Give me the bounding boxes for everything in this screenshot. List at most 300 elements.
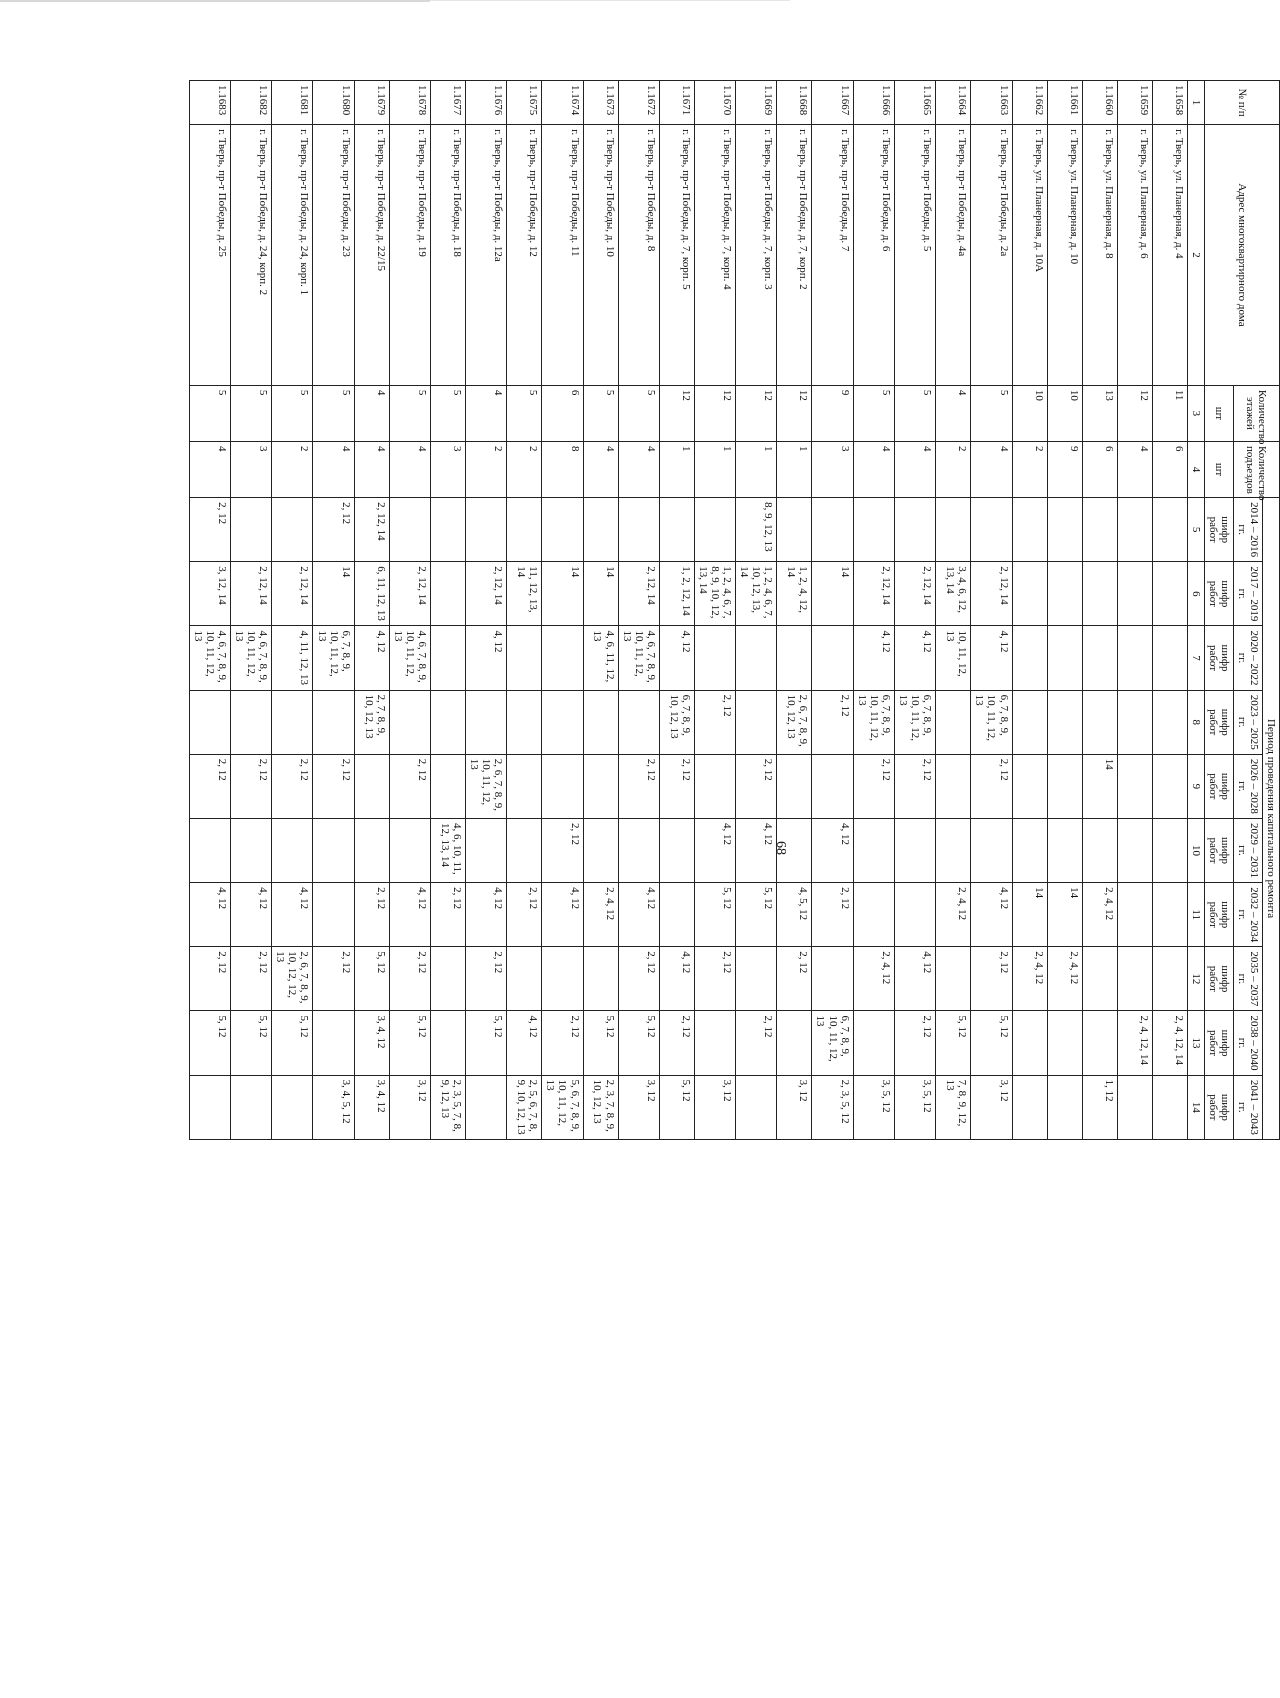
row-floors: 12 bbox=[659, 385, 694, 441]
row-work-codes bbox=[507, 690, 542, 754]
row-entrances: 4 bbox=[313, 441, 354, 497]
row-work-codes: 5, 12 bbox=[694, 883, 735, 947]
row-entrances: 3 bbox=[431, 441, 466, 497]
row-floors: 5 bbox=[272, 385, 313, 441]
row-work-codes bbox=[583, 754, 618, 818]
row-work-codes bbox=[466, 818, 507, 882]
row-work-codes bbox=[853, 498, 894, 562]
header-column-number: 13 bbox=[1187, 1011, 1204, 1075]
row-work-codes: 2, 4, 12, 14 bbox=[1152, 1011, 1187, 1075]
row-work-codes: 2, 12 bbox=[313, 947, 354, 1011]
header-work-code: шифр работ bbox=[1204, 562, 1233, 626]
row-work-codes bbox=[1117, 690, 1152, 754]
row-work-codes bbox=[777, 818, 812, 882]
row-work-codes bbox=[894, 818, 935, 882]
row-work-codes bbox=[618, 690, 659, 754]
row-work-codes: 2, 3, 5, 12 bbox=[812, 1075, 853, 1139]
row-work-codes bbox=[1047, 1075, 1082, 1139]
row-work-codes: 2, 4, 12 bbox=[936, 883, 971, 947]
row-work-codes bbox=[694, 1011, 735, 1075]
row-work-codes bbox=[1152, 754, 1187, 818]
header-column-number: 3 bbox=[1187, 385, 1204, 441]
row-floors: 10 bbox=[1012, 385, 1047, 441]
row-work-codes: 8, 9, 12, 13 bbox=[736, 498, 777, 562]
row-address: г. Тверь, пр-т Победы, д. 18 bbox=[431, 125, 466, 386]
row-work-codes bbox=[313, 883, 354, 947]
header-column-number: 10 bbox=[1187, 818, 1204, 882]
row-entrances: 1 bbox=[694, 441, 735, 497]
row-work-codes bbox=[812, 626, 853, 690]
row-work-codes: 4, 12 bbox=[542, 883, 583, 947]
row-work-codes bbox=[583, 818, 618, 882]
row-work-codes bbox=[812, 498, 853, 562]
row-work-codes: 5, 12 bbox=[583, 1011, 618, 1075]
table-row bbox=[1117, 81, 1152, 1140]
row-entrances: 2 bbox=[1012, 441, 1047, 497]
row-work-codes: 2, 4, 12, 14 bbox=[1117, 1011, 1152, 1075]
row-floors: 11 bbox=[1152, 385, 1187, 441]
row-num: 1.1680 bbox=[313, 81, 354, 125]
row-work-codes bbox=[1047, 498, 1082, 562]
row-work-codes bbox=[1047, 626, 1082, 690]
row-work-codes: 4, 12 bbox=[694, 818, 735, 882]
row-work-codes bbox=[431, 626, 466, 690]
row-work-codes: 4, 6, 7, 8, 9, 10, 11, 12, 13 bbox=[618, 626, 659, 690]
header-column-number: 4 bbox=[1187, 441, 1204, 497]
row-work-codes: 2, 12, 14 bbox=[618, 562, 659, 626]
row-work-codes bbox=[1152, 883, 1187, 947]
row-floors: 12 bbox=[777, 385, 812, 441]
row-work-codes: 5, 12 bbox=[230, 1011, 271, 1075]
row-entrances: 2 bbox=[936, 441, 971, 497]
row-entrances: 2 bbox=[466, 441, 507, 497]
row-address: г. Тверь, пр-т Победы, д. 5 bbox=[894, 125, 935, 386]
row-num: 1.1668 bbox=[777, 81, 812, 125]
row-work-codes: 5, 6, 7, 8, 9, 10, 11, 12, 13 bbox=[542, 1075, 583, 1139]
row-work-codes bbox=[1047, 1011, 1082, 1075]
row-floors: 12 bbox=[1117, 385, 1152, 441]
row-work-codes bbox=[1152, 818, 1187, 882]
row-floors: 4 bbox=[354, 385, 389, 441]
row-work-codes: 2, 12, 14 bbox=[389, 562, 430, 626]
header-column-number: 2 bbox=[1187, 125, 1204, 386]
row-work-codes: 6, 7, 8, 9, 10, 11, 12, 13 bbox=[812, 1011, 853, 1075]
row-work-codes: 4, 12 bbox=[507, 1011, 542, 1075]
row-work-codes: 4, 12 bbox=[659, 947, 694, 1011]
row-num: 1.1679 bbox=[354, 81, 389, 125]
row-work-codes bbox=[1152, 626, 1187, 690]
header-period-year: 2032 – 2034 гг. bbox=[1233, 883, 1262, 947]
row-work-codes: 3, 4, 5, 12 bbox=[313, 1075, 354, 1139]
row-work-codes bbox=[507, 498, 542, 562]
row-work-codes: 2, 12 bbox=[694, 947, 735, 1011]
row-floors: 12 bbox=[736, 385, 777, 441]
row-work-codes: 2, 12 bbox=[812, 883, 853, 947]
row-work-codes bbox=[1082, 1011, 1117, 1075]
scan-edge bbox=[0, 0, 430, 2]
row-entrances: 8 bbox=[542, 441, 583, 497]
capital-repair-table bbox=[189, 80, 1280, 1140]
header-column-numbers bbox=[1187, 81, 1204, 1140]
row-num: 1.1671 bbox=[659, 81, 694, 125]
row-floors: 5 bbox=[431, 385, 466, 441]
header-work-code: шифр работ bbox=[1204, 626, 1233, 690]
row-num: 1.1675 bbox=[507, 81, 542, 125]
table-row bbox=[189, 81, 230, 1140]
row-work-codes bbox=[230, 690, 271, 754]
row-num: 1.1674 bbox=[542, 81, 583, 125]
row-entrances: 4 bbox=[618, 441, 659, 497]
row-work-codes bbox=[971, 498, 1012, 562]
row-entrances: 3 bbox=[230, 441, 271, 497]
row-entrances: 1 bbox=[659, 441, 694, 497]
row-work-codes: 2, 12 bbox=[618, 754, 659, 818]
row-address: г. Тверь, ул. Планерная, д. 8 bbox=[1082, 125, 1117, 386]
row-work-codes: 1, 2, 4, 6, 7, 8, 9, 10, 12, 13, 14 bbox=[694, 562, 735, 626]
row-work-codes: 3, 4, 12 bbox=[354, 1075, 389, 1139]
row-entrances: 4 bbox=[389, 441, 430, 497]
row-work-codes bbox=[659, 883, 694, 947]
row-work-codes: 4, 11, 12, 13 bbox=[272, 626, 313, 690]
row-work-codes: 14 bbox=[313, 562, 354, 626]
row-work-codes: 4, 6, 7, 8, 9, 10, 11, 12, 13 bbox=[230, 626, 271, 690]
row-work-codes: 2, 12 bbox=[542, 818, 583, 882]
table-row bbox=[466, 81, 507, 1140]
rotated-table-wrapper bbox=[180, 80, 1280, 1140]
row-floors: 10 bbox=[1047, 385, 1082, 441]
row-work-codes: 4, 12 bbox=[812, 818, 853, 882]
row-work-codes: 2, 12 bbox=[812, 690, 853, 754]
row-floors: 5 bbox=[313, 385, 354, 441]
row-work-codes bbox=[583, 690, 618, 754]
row-floors: 5 bbox=[189, 385, 230, 441]
row-entrances: 4 bbox=[971, 441, 1012, 497]
header-column-number: 11 bbox=[1187, 883, 1204, 947]
row-work-codes bbox=[1012, 626, 1047, 690]
row-work-codes bbox=[894, 498, 935, 562]
row-work-codes bbox=[894, 883, 935, 947]
row-work-codes: 4, 12 bbox=[894, 947, 935, 1011]
row-entrances: 1 bbox=[736, 441, 777, 497]
row-work-codes: 5, 12 bbox=[736, 883, 777, 947]
row-work-codes: 14 bbox=[1047, 883, 1082, 947]
row-work-codes: 3, 4, 12 bbox=[354, 1011, 389, 1075]
row-work-codes bbox=[694, 498, 735, 562]
header-num: № п/п bbox=[1204, 81, 1279, 125]
row-floors: 5 bbox=[894, 385, 935, 441]
row-work-codes: 5, 12 bbox=[936, 1011, 971, 1075]
row-work-codes: 4, 12 bbox=[853, 626, 894, 690]
row-work-codes bbox=[431, 1011, 466, 1075]
row-work-codes: 6, 7, 8, 9, 10, 11, 12, 13 bbox=[313, 626, 354, 690]
row-work-codes: 6, 7, 8, 9, 10, 12, 13 bbox=[659, 690, 694, 754]
row-work-codes: 4, 12 bbox=[466, 883, 507, 947]
header-unit-entrances: шт bbox=[1204, 441, 1233, 497]
row-entrances: 4 bbox=[189, 441, 230, 497]
row-floors: 5 bbox=[583, 385, 618, 441]
row-work-codes: 5, 12 bbox=[354, 947, 389, 1011]
row-work-codes bbox=[466, 498, 507, 562]
row-address: г. Тверь, пр-т Победы, д. 7, корп. 2 bbox=[777, 125, 812, 386]
row-work-codes bbox=[542, 498, 583, 562]
row-work-codes: 2, 12, 14 bbox=[853, 562, 894, 626]
header-column-number: 12 bbox=[1187, 947, 1204, 1011]
row-work-codes: 5, 12 bbox=[189, 1011, 230, 1075]
row-work-codes bbox=[618, 498, 659, 562]
row-work-codes bbox=[189, 1075, 230, 1139]
row-work-codes: 2, 12 bbox=[659, 754, 694, 818]
row-floors: 4 bbox=[936, 385, 971, 441]
row-entrances: 1 bbox=[777, 441, 812, 497]
row-floors: 9 bbox=[812, 385, 853, 441]
table-body bbox=[189, 81, 1187, 1140]
row-floors: 12 bbox=[694, 385, 735, 441]
row-work-codes: 2, 12 bbox=[313, 754, 354, 818]
row-work-codes bbox=[542, 754, 583, 818]
row-work-codes bbox=[389, 818, 430, 882]
row-work-codes: 1, 2, 4, 6, 7, 10, 12, 13, 14 bbox=[736, 562, 777, 626]
row-entrances: 4 bbox=[853, 441, 894, 497]
row-work-codes: 2, 12, 14 bbox=[466, 562, 507, 626]
row-work-codes bbox=[431, 947, 466, 1011]
row-address: г. Тверь, ул. Планерная, д. 4 bbox=[1152, 125, 1187, 386]
row-work-codes: 4, 12 bbox=[389, 883, 430, 947]
row-work-codes: 2, 6, 7, 8, 9, 10, 11, 12, 13 bbox=[466, 754, 507, 818]
row-work-codes: 2, 4, 12 bbox=[1082, 883, 1117, 947]
row-entrances: 2 bbox=[507, 441, 542, 497]
row-work-codes: 3, 12 bbox=[971, 1075, 1012, 1139]
row-work-codes: 14 bbox=[1012, 883, 1047, 947]
row-work-codes: 5, 12 bbox=[659, 1075, 694, 1139]
row-work-codes: 2, 12 bbox=[389, 947, 430, 1011]
row-work-codes: 4, 12 bbox=[659, 626, 694, 690]
header-entrances: Количество подъездов bbox=[1233, 441, 1279, 497]
header-column-number: 6 bbox=[1187, 562, 1204, 626]
row-work-codes bbox=[777, 754, 812, 818]
row-work-codes bbox=[1082, 818, 1117, 882]
row-entrances: 4 bbox=[894, 441, 935, 497]
row-work-codes bbox=[936, 498, 971, 562]
row-work-codes: 2, 4, 12 bbox=[583, 883, 618, 947]
row-work-codes bbox=[313, 1011, 354, 1075]
table-row bbox=[507, 81, 542, 1140]
row-work-codes bbox=[1117, 947, 1152, 1011]
header-column-number: 8 bbox=[1187, 690, 1204, 754]
row-work-codes: 4, 12 bbox=[354, 626, 389, 690]
row-work-codes bbox=[189, 818, 230, 882]
row-work-codes: 11, 12, 13, 14 bbox=[507, 562, 542, 626]
row-work-codes bbox=[583, 947, 618, 1011]
row-work-codes: 4, 6, 11, 12, 13 bbox=[583, 626, 618, 690]
row-work-codes: 2, 12 bbox=[694, 690, 735, 754]
row-num: 1.1659 bbox=[1117, 81, 1152, 125]
row-work-codes bbox=[389, 690, 430, 754]
row-work-codes bbox=[1012, 1011, 1047, 1075]
row-work-codes: 2, 12 bbox=[431, 883, 466, 947]
row-work-codes bbox=[431, 754, 466, 818]
row-num: 1.1672 bbox=[618, 81, 659, 125]
row-work-codes bbox=[542, 690, 583, 754]
row-address: г. Тверь, пр-т Победы, д. 22/15 bbox=[354, 125, 389, 386]
row-work-codes bbox=[1117, 883, 1152, 947]
row-work-codes: 3, 4, 6, 12, 13, 14 bbox=[936, 562, 971, 626]
row-work-codes: 2, 12, 14 bbox=[894, 562, 935, 626]
header-period: Период проведения капитального ремонта bbox=[1262, 498, 1279, 1140]
row-work-codes: 10, 11, 12, 13 bbox=[936, 626, 971, 690]
row-floors: 13 bbox=[1082, 385, 1117, 441]
row-work-codes bbox=[507, 947, 542, 1011]
table-row bbox=[971, 81, 1012, 1140]
row-work-codes: 2, 7, 8, 9, 10, 12, 13 bbox=[354, 690, 389, 754]
row-work-codes bbox=[1047, 690, 1082, 754]
row-work-codes bbox=[542, 947, 583, 1011]
row-work-codes bbox=[812, 947, 853, 1011]
table-row bbox=[777, 81, 812, 1140]
table-row bbox=[618, 81, 659, 1140]
row-work-codes bbox=[1117, 754, 1152, 818]
row-work-codes: 2, 12 bbox=[659, 1011, 694, 1075]
row-address: г. Тверь, пр-т Победы, д. 19 bbox=[389, 125, 430, 386]
row-work-codes bbox=[971, 818, 1012, 882]
row-work-codes: 3, 5, 12 bbox=[853, 1075, 894, 1139]
row-work-codes: 2, 12 bbox=[272, 754, 313, 818]
row-num: 1.1666 bbox=[853, 81, 894, 125]
header-period-year: 2014 – 2016 гг. bbox=[1233, 498, 1262, 562]
row-work-codes: 2, 12 bbox=[853, 754, 894, 818]
row-work-codes: 2, 12 bbox=[736, 1011, 777, 1075]
header-column-number: 9 bbox=[1187, 754, 1204, 818]
table-row bbox=[431, 81, 466, 1140]
row-num: 1.1673 bbox=[583, 81, 618, 125]
row-work-codes bbox=[1012, 690, 1047, 754]
row-address: г. Тверь, пр-т Победы, д. 2а bbox=[971, 125, 1012, 386]
row-address: г. Тверь, пр-т Победы, д. 24, корп. 2 bbox=[230, 125, 271, 386]
table-row bbox=[853, 81, 894, 1140]
row-work-codes bbox=[1047, 562, 1082, 626]
row-work-codes bbox=[1047, 818, 1082, 882]
header-period-year: 2017 – 2019 гг. bbox=[1233, 562, 1262, 626]
page-number: 68 bbox=[773, 841, 788, 855]
row-work-codes: 1, 2, 12, 14 bbox=[659, 562, 694, 626]
table-row bbox=[736, 81, 777, 1140]
row-work-codes: 4, 12 bbox=[618, 883, 659, 947]
row-num: 1.1676 bbox=[466, 81, 507, 125]
table-row bbox=[1152, 81, 1187, 1140]
row-num: 1.1661 bbox=[1047, 81, 1082, 125]
row-work-codes bbox=[354, 754, 389, 818]
row-work-codes bbox=[1117, 1075, 1152, 1139]
row-work-codes: 2, 12, 14 bbox=[971, 562, 1012, 626]
row-work-codes bbox=[936, 690, 971, 754]
row-work-codes bbox=[1082, 626, 1117, 690]
row-work-codes: 2, 12 bbox=[389, 754, 430, 818]
row-work-codes: 4, 12 bbox=[230, 883, 271, 947]
row-work-codes: 2, 12 bbox=[354, 883, 389, 947]
table-row bbox=[313, 81, 354, 1140]
row-num: 1.1669 bbox=[736, 81, 777, 125]
row-work-codes bbox=[354, 818, 389, 882]
row-work-codes bbox=[1012, 754, 1047, 818]
row-work-codes: 2, 12 bbox=[313, 498, 354, 562]
header-work-code: шифр работ bbox=[1204, 690, 1233, 754]
row-address: г. Тверь, пр-т Победы, д. 12а bbox=[466, 125, 507, 386]
row-address: г. Тверь, пр-т Победы, д. 23 bbox=[313, 125, 354, 386]
row-work-codes bbox=[507, 626, 542, 690]
row-entrances: 4 bbox=[583, 441, 618, 497]
row-entrances: 9 bbox=[1047, 441, 1082, 497]
row-floors: 5 bbox=[389, 385, 430, 441]
header-period-year: 2029 – 2031 гг. bbox=[1233, 818, 1262, 882]
row-work-codes: 4, 12 bbox=[894, 626, 935, 690]
row-work-codes bbox=[1152, 1075, 1187, 1139]
row-address: г. Тверь, пр-т Победы, д. 7, корп. 5 bbox=[659, 125, 694, 386]
row-work-codes: 2, 12 bbox=[736, 754, 777, 818]
header-column-number: 5 bbox=[1187, 498, 1204, 562]
row-work-codes bbox=[936, 947, 971, 1011]
row-num: 1.1658 bbox=[1152, 81, 1187, 125]
row-num: 1.1678 bbox=[389, 81, 430, 125]
row-work-codes: 5, 12 bbox=[466, 1011, 507, 1075]
row-work-codes: 5, 12 bbox=[272, 1011, 313, 1075]
header-column-number: 7 bbox=[1187, 626, 1204, 690]
row-work-codes: 6, 7, 8, 9, 10, 11, 12, 13 bbox=[894, 690, 935, 754]
row-work-codes: 7, 8, 9, 12, 13 bbox=[936, 1075, 971, 1139]
row-work-codes: 3, 12 bbox=[694, 1075, 735, 1139]
row-num: 1.1683 bbox=[189, 81, 230, 125]
row-work-codes: 2, 5, 6, 7, 8, 9, 10, 12, 13 bbox=[507, 1075, 542, 1139]
row-work-codes: 2, 12, 14 bbox=[230, 562, 271, 626]
table-row bbox=[1012, 81, 1047, 1140]
header-work-code: шифр работ bbox=[1204, 818, 1233, 882]
table-row bbox=[1047, 81, 1082, 1140]
row-floors: 6 bbox=[542, 385, 583, 441]
row-work-codes bbox=[230, 498, 271, 562]
row-work-codes bbox=[936, 818, 971, 882]
row-address: г. Тверь, пр-т Победы, д. 10 bbox=[583, 125, 618, 386]
table-row bbox=[812, 81, 853, 1140]
row-work-codes: 4, 6, 10, 11, 12, 13, 14 bbox=[431, 818, 466, 882]
row-num: 1.1662 bbox=[1012, 81, 1047, 125]
row-work-codes: 2, 12 bbox=[542, 1011, 583, 1075]
row-work-codes bbox=[313, 818, 354, 882]
row-work-codes bbox=[1117, 626, 1152, 690]
row-work-codes: 1, 12 bbox=[1082, 1075, 1117, 1139]
table-row bbox=[583, 81, 618, 1140]
row-work-codes: 4, 12 bbox=[272, 883, 313, 947]
row-work-codes: 2, 3, 5, 7, 8, 9, 12, 13 bbox=[431, 1075, 466, 1139]
row-work-codes: 4, 12 bbox=[466, 626, 507, 690]
row-entrances: 2 bbox=[272, 441, 313, 497]
row-work-codes: 2, 12 bbox=[894, 754, 935, 818]
row-work-codes: 2, 4, 12 bbox=[1047, 947, 1082, 1011]
row-work-codes bbox=[736, 1075, 777, 1139]
row-floors: 5 bbox=[618, 385, 659, 441]
row-work-codes: 2, 12 bbox=[189, 947, 230, 1011]
row-address: г. Тверь, пр-т Победы, д. 25 bbox=[189, 125, 230, 386]
row-work-codes bbox=[272, 818, 313, 882]
row-entrances: 3 bbox=[812, 441, 853, 497]
row-work-codes: 4, 12 bbox=[971, 883, 1012, 947]
row-floors: 5 bbox=[971, 385, 1012, 441]
row-work-codes: 4, 6, 7, 8, 9, 10, 11, 12, 13 bbox=[389, 626, 430, 690]
row-work-codes bbox=[777, 1011, 812, 1075]
row-work-codes bbox=[583, 498, 618, 562]
row-work-codes bbox=[313, 690, 354, 754]
row-work-codes: 6, 7, 8, 9, 10, 11, 12, 13 bbox=[971, 690, 1012, 754]
row-work-codes bbox=[736, 626, 777, 690]
row-num: 1.1665 bbox=[894, 81, 935, 125]
row-work-codes bbox=[853, 883, 894, 947]
